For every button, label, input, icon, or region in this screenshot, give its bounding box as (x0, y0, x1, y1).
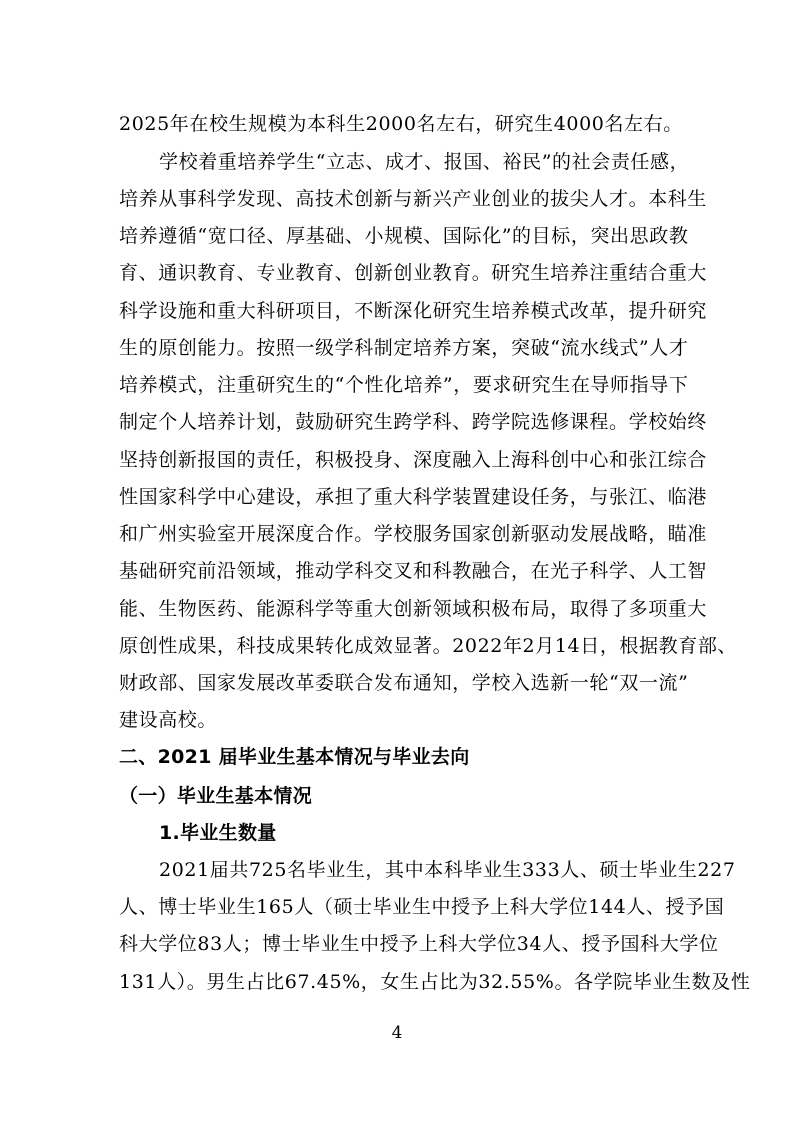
paragraph-line: 2021届共725名毕业生，其中本科毕业生333人、硕士毕业生227 (159, 859, 736, 881)
paragraph-line: 科学设施和重大科研项目，不断深化研究生培养模式改革，提升研究 (119, 300, 708, 322)
paragraph-line: 人、博士毕业生165人（硕士毕业生中授予上科大学位144人、授予国 (119, 896, 725, 918)
paragraph-line: 131人）。男生占比67.45%，女生占比为32.55%。各学院毕业生数及性 (119, 971, 751, 993)
paragraph-line: 学校着重培养学生“立志、成才、报国、裕民”的社会责任感， (159, 151, 690, 173)
paragraph-line: 2025年在校生规模为本科生2000名左右，研究生4000名左右。 (119, 113, 683, 135)
paragraph-line: 生的原创能力。按照一级学科制定培养方案，突破“流水线式”人才 (119, 337, 689, 359)
paragraph-line: 科大学位83人；博士毕业生中授予上科大学位34人、授予国科大学位 (119, 933, 719, 955)
section-heading: 二、2021 届毕业生基本情况与毕业去向 (119, 746, 470, 768)
paragraph-line: 能、生物医药、能源科学等重大创新领域积极布局，取得了多项重大 (119, 598, 708, 620)
paragraph-line: 原创性成果，科技成果转化成效显著。2022年2月14日，根据教育部、 (119, 635, 738, 657)
paragraph-line: 和广州实验室开展深度合作。学校服务国家创新驱动发展战略，瞄准 (119, 523, 708, 545)
subsection-heading: （一）毕业生基本情况 (119, 785, 313, 807)
paragraph-line: 培养从事科学发现、高技术创新与新兴产业创业的拔尖人才。本科生 (119, 188, 708, 210)
paragraph-line: 育、通识教育、专业教育、创新创业教育。研究生培养注重结合重大 (119, 262, 708, 284)
paragraph-line: 培养模式，注重研究生的“个性化培养”，要求研究生在导师指导下 (119, 374, 689, 396)
item-heading: 1.毕业生数量 (159, 822, 277, 844)
paragraph-line: 基础研究前沿领域，推动学科交叉和科教融合，在光子科学、人工智 (119, 560, 708, 582)
paragraph-line: 性国家科学中心建设，承担了重大科学装置建设任务，与张江、临港 (119, 486, 708, 508)
page-number: 4 (391, 1023, 403, 1043)
paragraph-line: 坚持创新报国的责任，积极投身、深度融入上海科创中心和张江综合 (119, 449, 708, 471)
paragraph-line: 培养遵循“宽口径、厚基础、小规模、国际化”的目标，突出思政教 (119, 225, 689, 247)
paragraph-line: 建设高校。 (119, 709, 218, 731)
paragraph-line: 制定个人培养计划，鼓励研究生跨学科、跨学院选修课程。学校始终 (119, 411, 708, 433)
paragraph-line: 财政部、国家发展改革委联合发布通知，学校入选新一轮“双一流” (119, 672, 689, 694)
